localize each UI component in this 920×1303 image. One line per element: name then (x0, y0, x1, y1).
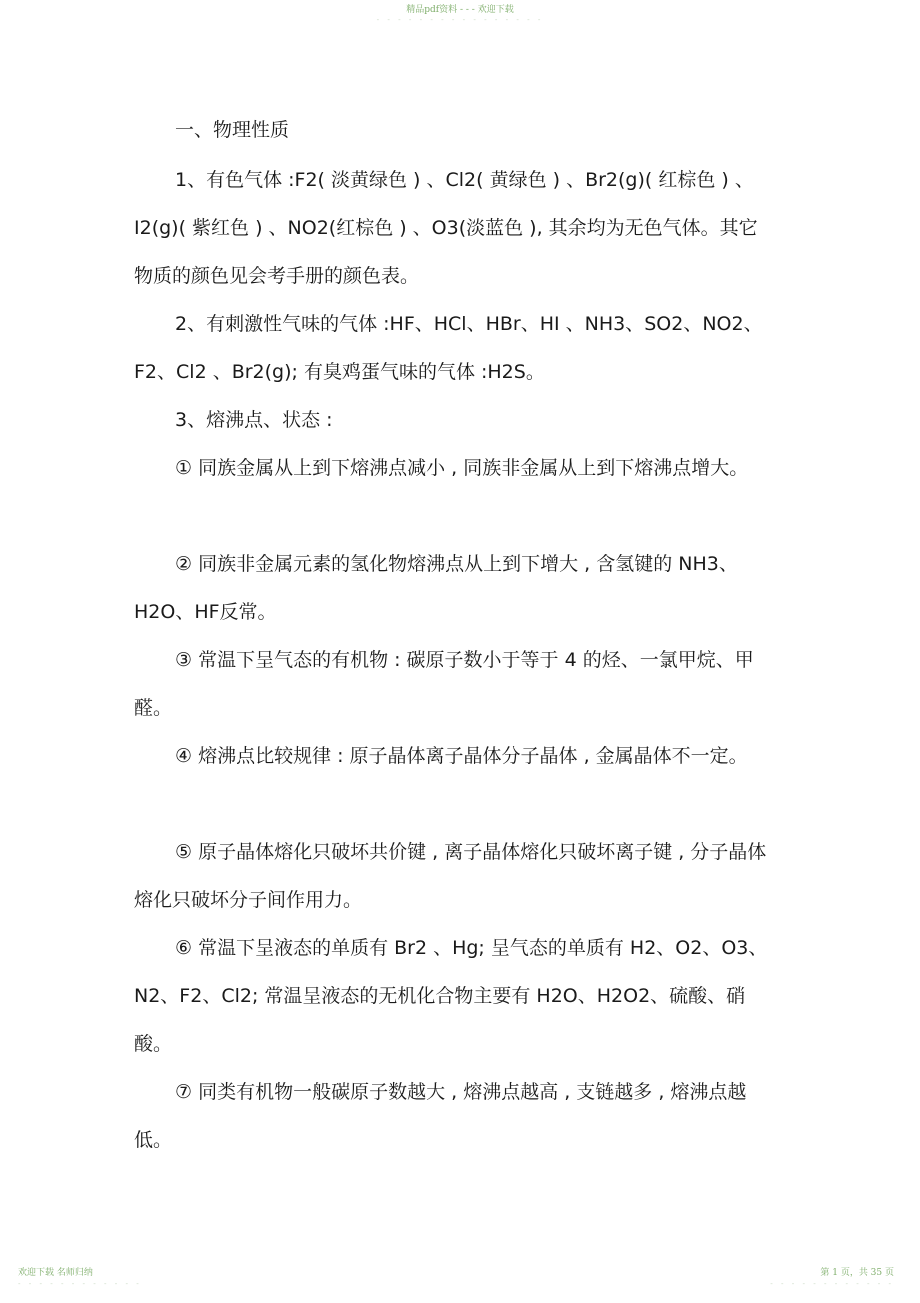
paragraph-item-6: ⑥ 常温下呈液态的单质有 Br2 、Hg; 呈气态的单质有 H2、O2、O3、N2、F2、Cl2; 常温呈液态的无机化合物主要有 H2O、H2O2、硫酸、硝酸。 (134, 937, 768, 1055)
paragraph-melting-boiling-title: 3、熔沸点、状态 : (175, 409, 333, 431)
header-banner: 精品pdf资料 - - - 欢迎下载 (406, 5, 514, 15)
paragraph-irritating-gases: 2、有刺激性气味的气体 :HF、HCl、HBr、HI 、NH3、SO2、NO2、F2、Cl2 、Br2(g); 有臭鸡蛋气味的气体 :H2S。 (134, 313, 763, 383)
paragraph-item-1: ① 同族金属从上到下熔沸点减小 , 同族非金属从上到下熔沸点增大。 (175, 457, 749, 479)
section-heading: 一、物理性质 (175, 119, 290, 141)
paragraph-item-2: ② 同族非金属元素的氢化物熔沸点从上到下增大 , 含氢键的 NH3、H2O、HF反常。 (134, 553, 738, 623)
footer-right-dots: - - - - - - - - - - - - (770, 1280, 894, 1288)
header-dots: - - - - - - - - - - - - - - - - (376, 16, 544, 24)
paragraph-item-5: ⑤ 原子晶体熔化只破坏共价键 , 离子晶体熔化只破坏离子键 , 分子晶体熔化只破坏分子间作用力。 (134, 841, 767, 911)
paragraph-colored-gases: 1、有色气体 :F2( 淡黄绿色 ) 、Cl2( 黄绿色 ) 、Br2(g)( 红棕色 ) 、I2(g)( 紫红色 ) 、NO2(红棕色 ) 、O3(淡蓝色 ), 其余均为无色气体。其它物质的颜色见会考手册的颜色表。 (134, 169, 758, 287)
paragraph-item-7: ⑦ 同类有机物一般碳原子数越大 , 熔沸点越高 , 支链越多 , 熔沸点越低。 (134, 1081, 747, 1151)
footer-left-dots: - - - - - - - - - - - - (18, 1280, 142, 1288)
paragraph-item-4: ④ 熔沸点比较规律 : 原子晶体离子晶体分子晶体 , 金属晶体不一定。 (175, 745, 748, 767)
footer-page-number: 第 1 页，共 35 页 (820, 1268, 894, 1278)
paragraph-item-3: ③ 常温下呈气态的有机物 : 碳原子数小于等于 4 的烃、一氯甲烷、甲醛。 (134, 649, 754, 719)
footer-left-text: 欢迎下载 名师归纳 (18, 1268, 93, 1278)
